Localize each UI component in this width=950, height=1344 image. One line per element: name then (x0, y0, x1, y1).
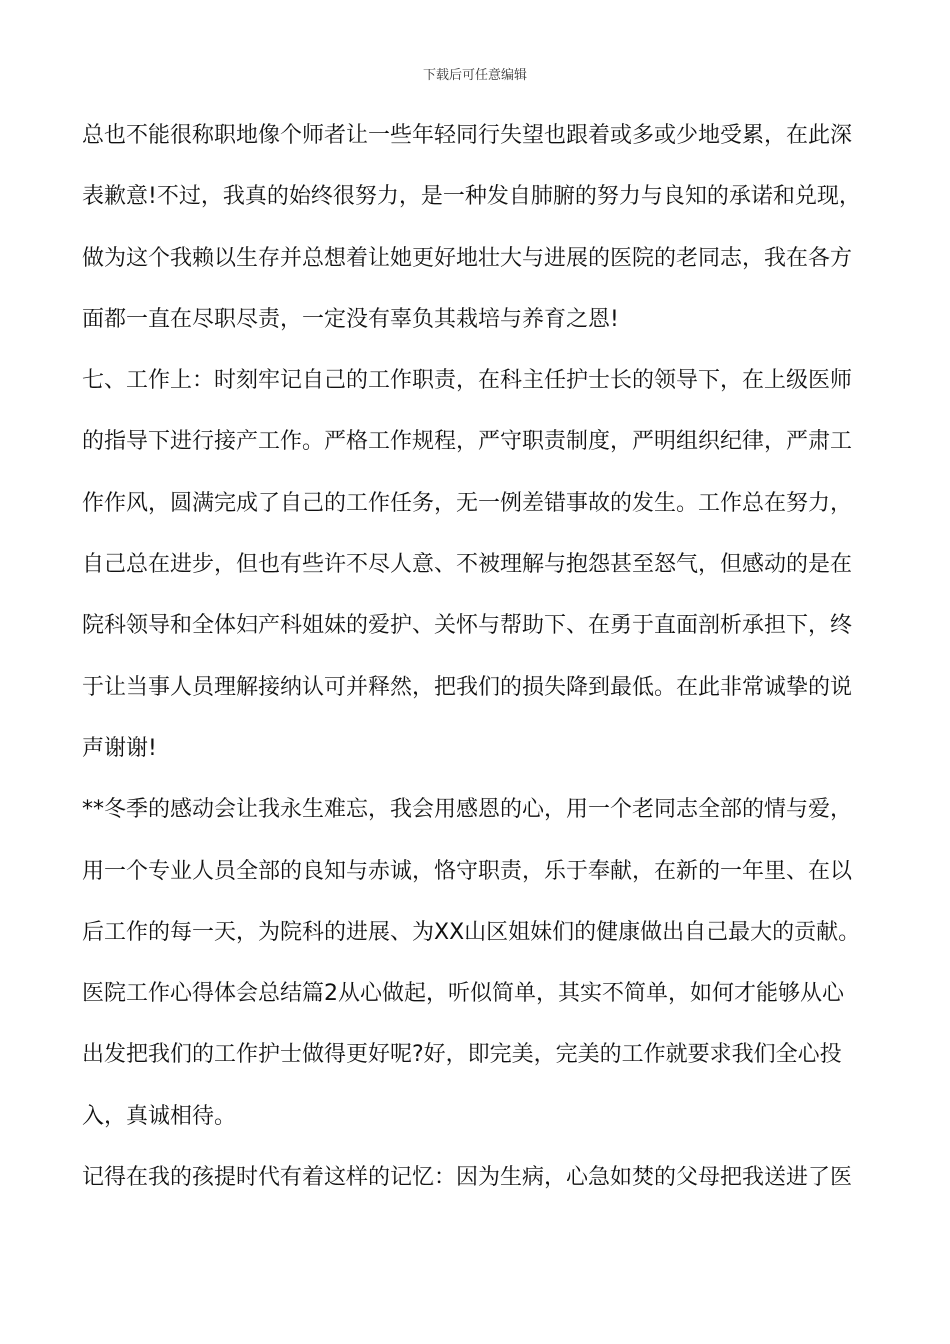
text-line: 记得在我的孩提时代有着这样的记忆：因为生病，心急如焚的父母把我送进了医 (82, 1165, 853, 1191)
text-line: 自己总在进步，但也有些许不尽人意、不被理解与抱怨甚至怒气，但感动的是在 (82, 552, 853, 578)
text-line: 做为这个我赖以生存并总想着让她更好地壮大与进展的医院的老同志，我在各方 (82, 245, 853, 271)
text-line: 总也不能很称职地像个师者让一些年轻同行失望也跟着或多或少地受累，在此深 (82, 123, 853, 148)
text-line: 作作风，圆满完成了自己的工作任务，无一例差错事故的发生。工作总在努力， (82, 490, 853, 516)
document-body (82, 105, 882, 1208)
text-line: 面都一直在尽职尽责，一定没有辜负其栽培与养育之恩! (82, 306, 619, 332)
text-line: 表歉意!不过，我真的始终很努力，是一种发自肺腑的努力与良知的承诺和兑现， (82, 184, 861, 210)
text-line: 七、工作上：时刻牢记自己的工作职责，在科主任护士长的领导下，在上级医师 (82, 368, 853, 394)
text-line: 用一个专业人员全部的良知与赤诚，恪守职责，乐于奉献，在新的一年里、在以 (82, 858, 853, 884)
text-line: 院科领导和全体妇产科姐妹的爱护、关怀与帮助下、在勇于直面剖析承担下，终 (82, 613, 853, 639)
text-line: 医院工作心得体会总结篇2从心做起，听似简单，其实不简单，如何才能够从心 (82, 981, 844, 1007)
text-line: 声谢谢! (82, 735, 157, 761)
page-header: 下载后可任意编辑 (422, 68, 527, 83)
text-line: 后工作的每一天，为院科的进展、为XX山区姐妹们的健康做出自己最大的贡献。 (82, 919, 861, 945)
text-line: **冬季的感动会让我永生难忘，我会用感恩的心，用一个老同志全部的情与爱， (82, 797, 853, 823)
text-line: 的指导下进行接产工作。严格工作规程，严守职责制度，严明组织纪律，严肃工 (82, 429, 853, 455)
text-line: 入，真诚相待。 (82, 1103, 237, 1129)
text-line: 于让当事人员理解接纳认可并释然，把我们的损失降到最低。在此非常诚挚的说 (82, 674, 853, 700)
text-line: 出发把我们的工作护士做得更好呢?好，即完美，完美的工作就要求我们全心投 (82, 1042, 842, 1068)
